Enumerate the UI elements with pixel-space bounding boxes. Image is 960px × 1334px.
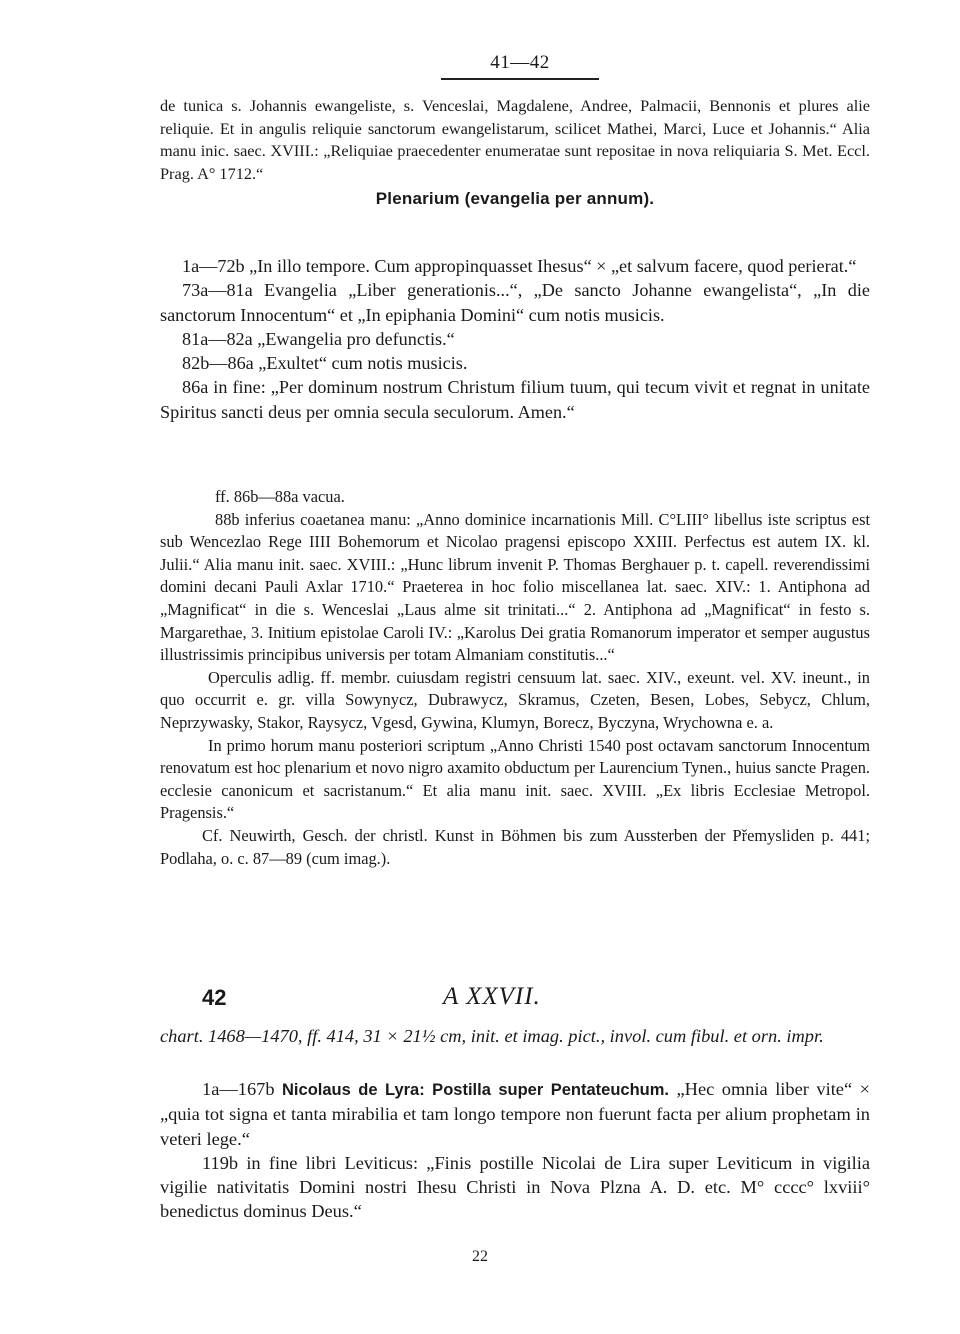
contents-entry: 1a—72b „In illo tempore. Cum appropinquasset Ihesus“ × „et salvum facere, quod perierat.“ (182, 256, 857, 276)
note-paragraph: Operculis adlig. ff. membr. cuiusdam registri censuum lat. saec. XIV., exeunt. vel. XV. ineunt., in quo occurrit e. gr. villa Sowynycz, Dubrawycz, Skramus, Czeten, Besen, Lobes, Sebycz, Chlum, Neprzywasky, Stakor, Raysycz, Vgesd, Gywina, Klumyn, Borecz, Byczyna, Wrychowna e. a. (160, 667, 870, 732)
physical-description (160, 1024, 870, 1048)
colophon-paragraph: 119b in fine libri Leviticus: „Finis postille Nicolai de Lira super Leviticum in vigilia vigilie nativitatis Domini nostri Ihesu Christi in Nova Plzna A. D. etc. M° cccc° lxviii° benedictus dominus Deus.“ (160, 1152, 870, 1222)
header-rule (441, 78, 599, 80)
page-number-range: 41—42 (490, 52, 550, 73)
folio-range: 1a—167b (202, 1079, 283, 1099)
contents-entry: 73a—81a Evangelia „Liber generationis...“, „De sancto Johanne ewangelista“, „In die sanctorum Innocentum“ et „In epiphania Domini“ cum notis musicis. (160, 280, 870, 325)
provenance-paragraph: de tunica s. Johannis ewangeliste, s. Venceslai, Magdalene, Andree, Palmacii, Bennonis et plures alie reliquie. Et in angulis reliquie sanctorum ewangelistarum, scilicet Mathei, Marci, Luce et Johannis.“ Alia manu inic. saec. XVIII.: „Reliquiae praecedenter enumeratae sunt repositae in nova reliquiaria S. Met. Eccl. Prag. A° 1712.“ (160, 96, 870, 183)
provenance-section (160, 95, 870, 211)
contents-section (160, 254, 870, 424)
work-title: Nicolaus de Lyra: Postilla super Pentateuchum. (282, 1081, 670, 1099)
contents-entry (160, 1077, 870, 1151)
incipit-text: „Hec omnia liber vite“ × „quia tot signa et tanta mirabilia et tam longo tempore non fuerunt facta per alium prophetam in veteri lege.“ (160, 1079, 870, 1149)
section-heading: Plenarium (evangelia per annum). (375, 189, 655, 209)
entry-number: 42 (202, 985, 227, 1010)
note-paragraph: In primo horum manu posteriori scriptum „Anno Christi 1540 post octavam sanctorum Innocentum renovatum est hoc plenarium et novo nigro axamito obductum per Laurencium Tynen., huius sancte Pragen. ecclesie canonicum et sacristanum.“ Et alia manu init. saec. XVIII. „Ex libris Ecclesiae Metropol. Pragensis.“ (160, 735, 870, 823)
entry-contents (160, 1077, 870, 1224)
contents-entry: 86a in fine: „Per dominum nostrum Christum filium tuum, qui tecum vivit et regnat in unitate Spiritus sancti deus per omnia secula seculorum. Amen.“ (160, 377, 870, 422)
note-paragraph: 88b inferius coaetanea manu: „Anno dominice incarnationis Mill. C°LIII° libellus iste scriptus est sub Wencezlao Rege IIII Bohemorum et Nicolao pragensi episcopo XXIII. Perfectus est autem IX. kl. Julii.“ Alia manu init. saec. XVIII.: „Hunc librum invenit P. Thomas Berghauer p. t. capell. reverendissimi domini decani Pauli Axlar 1710.“ Praeterea in hoc folio miscellanea lat. saec. XIV.: 1. Antiphona ad „Magnificat“ in die s. Wenceslai „Laus alme sit trinitati...“ 2. Antiphona ad „Magnificat“ in festo s. Margarethae, 3. Initium epistolae Caroli IV.: „Karolus Dei gratia Romanorum imperator et semper augustus illustrissimis principibus universis per totam Almaniam constitutis...“ (160, 509, 870, 665)
footer-page-number: 22 (472, 1248, 488, 1265)
contents-entry: 82b—86a „Exultet“ cum notis musicis. (182, 353, 468, 374)
contents-entry: 81a—82a „Ewangelia pro defunctis.“ (182, 328, 455, 349)
note-paragraph: ff. 86b—88a vacua. (215, 487, 345, 506)
entry-heading (160, 985, 870, 1017)
reference-paragraph: Cf. Neuwirth, Gesch. der christl. Kunst in Böhmen bis zum Aussterben der Přemysliden p. 441; Podlaha, o. c. 87—89 (cum imag.). (160, 825, 870, 868)
entry-signature: A XXVII. (443, 983, 541, 1010)
physical-description-text: chart. 1468—1470, ff. 414, 31 × 21½ cm, init. et imag. pict., invol. cum fibul. et orn. impr. (160, 1026, 824, 1046)
page-header (440, 52, 600, 80)
notes-section (160, 486, 870, 870)
